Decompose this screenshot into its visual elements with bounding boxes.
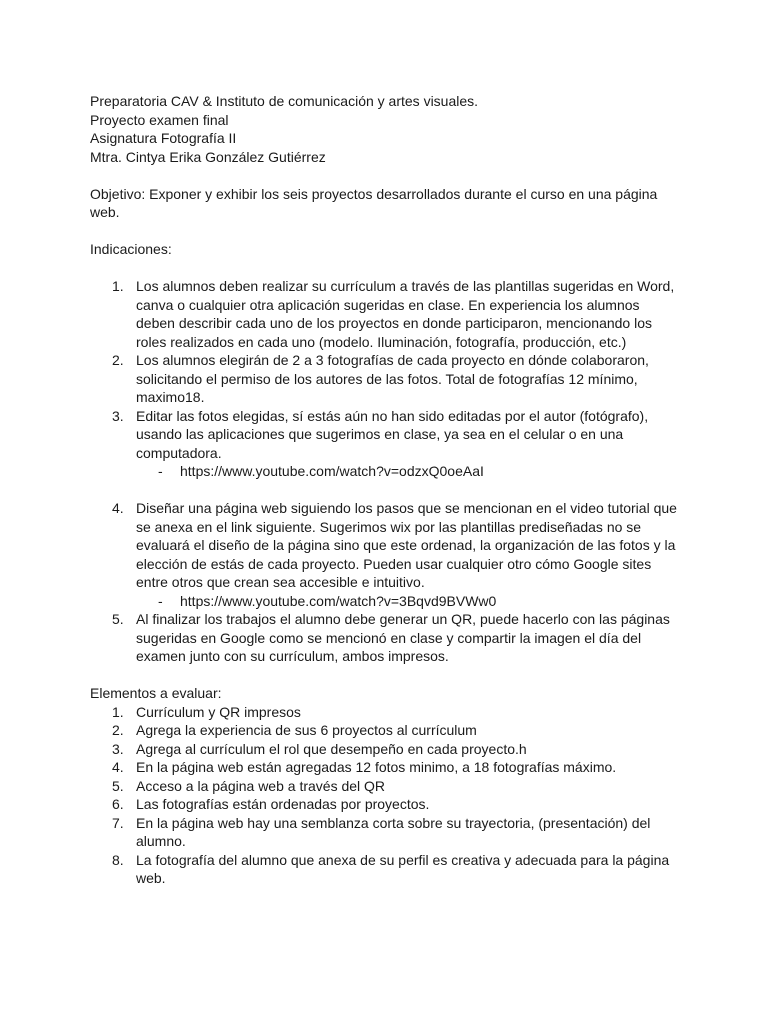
header-teacher: Mtra. Cintya Erika González Gutiérrez [90, 148, 326, 165]
objective-text: Objetivo: Exponer y exhibir los seis proyectos desarrollados durante el curso en una página web. [90, 185, 658, 220]
list-item [90, 814, 680, 851]
list-item [90, 721, 680, 740]
list-item [90, 703, 680, 722]
indications-title: Indicaciones: [90, 241, 172, 257]
list-item-text: Diseñar una página web siguiendo los pasos que se mencionan en el video tutorial que se anexa en el link siguiente. Sugerimos wix por las plantillas prediseñadas no se evaluará el diseño de la página sino que este ordenad, la organización de las fotos y la elección de estás de cada proyecto. Pueden usar cualquier otro cómo Google sites entre otros que crean sea accesible e intuitivo. [136, 500, 677, 590]
list-item [90, 499, 680, 592]
indications-list-end [90, 610, 680, 666]
indications-list-continued [90, 499, 680, 592]
dash-bullet: - [158, 592, 163, 609]
list-item-text: La fotografía del alumno que anexa de su perfil es creativa y adecuada para la página web. [136, 851, 670, 886]
list-item [90, 851, 680, 888]
header-school: Preparatoria CAV & Instituto de comunicación y artes visuales. [90, 93, 479, 109]
list-item [90, 795, 680, 814]
list-item [90, 740, 680, 759]
list-number: 1. [112, 278, 124, 294]
list-item [90, 610, 680, 666]
youtube-link[interactable]: https://www.youtube.com/watch?v=odzxQ0oeAaI [180, 463, 484, 479]
list-item [90, 777, 680, 796]
list-item [90, 407, 680, 463]
header-project: Proyecto examen final [90, 111, 229, 128]
list-item-text: Acceso a la página web a través del QR [136, 777, 386, 794]
link-item [90, 592, 680, 611]
list-item-text: En la página web hay una semblanza corta sobre su trayectoria, (presentación) del alumno. [136, 814, 651, 849]
dash-bullet: - [158, 463, 163, 479]
list-item [90, 758, 680, 777]
youtube-link[interactable]: https://www.youtube.com/watch?v=3Bqvd9BVWw0 [180, 592, 497, 609]
list-item-text: Agrega al currículum el rol que desempeño en cada proyecto.h [136, 740, 527, 757]
list-item-text: Las fotografías están ordenadas por proyectos. [136, 796, 430, 812]
list-number: 4. [112, 500, 124, 516]
evaluate-title: Elementos a evaluar: [90, 685, 222, 701]
list-item-text: Los alumnos deben realizar su currículum a través de las plantillas sugeridas en Word, canva o cualquier otra aplicación sugeridas en clase. En experiencia los alumnos deben describir cada uno de los proyectos en donde participaron, mencionando los roles realizados en cada uno (modelo. Iluminación, fotografía, producción, etc.) [136, 278, 675, 350]
evaluate-list [90, 703, 680, 888]
list-number: 3. [112, 740, 124, 757]
header-subject: Asignatura Fotografía II [90, 130, 237, 146]
list-item-text: Editar las fotos elegidas, sí estás aún no han sido editadas por el autor (fotógrafo), usando las aplicaciones que sugerimos en clase, ya sea en el celular o en una computadora. [136, 407, 649, 461]
list-number: 5. [112, 777, 124, 794]
list-number: 1. [112, 703, 124, 720]
link-item [90, 462, 680, 481]
list-item [90, 277, 680, 351]
list-item-text: Currículum y QR impresos [136, 703, 301, 720]
indications-list [90, 277, 680, 462]
list-item-text: En la página web están agregadas 12 fotos minimo, a 18 fotografías máximo. [136, 759, 617, 775]
list-item [90, 351, 680, 407]
list-number: 2. [112, 722, 124, 738]
list-number: 5. [112, 611, 124, 627]
list-number: 8. [112, 851, 124, 868]
list-number: 2. [112, 352, 124, 368]
list-item-text: Al finalizar los trabajos el alumno debe generar un QR, puede hacerlo con las páginas sugeridas en Google como se mencionó en clase y compartir la imagen el día del examen junto con su currículum, ambos impresos. [136, 611, 670, 664]
list-item-text: Agrega la experiencia de sus 6 proyectos al currículum [136, 722, 477, 738]
list-number: 6. [112, 796, 124, 812]
list-item-text: Los alumnos elegirán de 2 a 3 fotografías de cada proyecto en dónde colaboraron, solicitando el permiso de los autores de las fotos. Total de fotografías 12 mínimo, maximo18. [136, 352, 649, 405]
list-number: 3. [112, 407, 124, 424]
list-number: 4. [112, 759, 124, 775]
list-number: 7. [112, 814, 124, 831]
document-page [90, 92, 680, 888]
